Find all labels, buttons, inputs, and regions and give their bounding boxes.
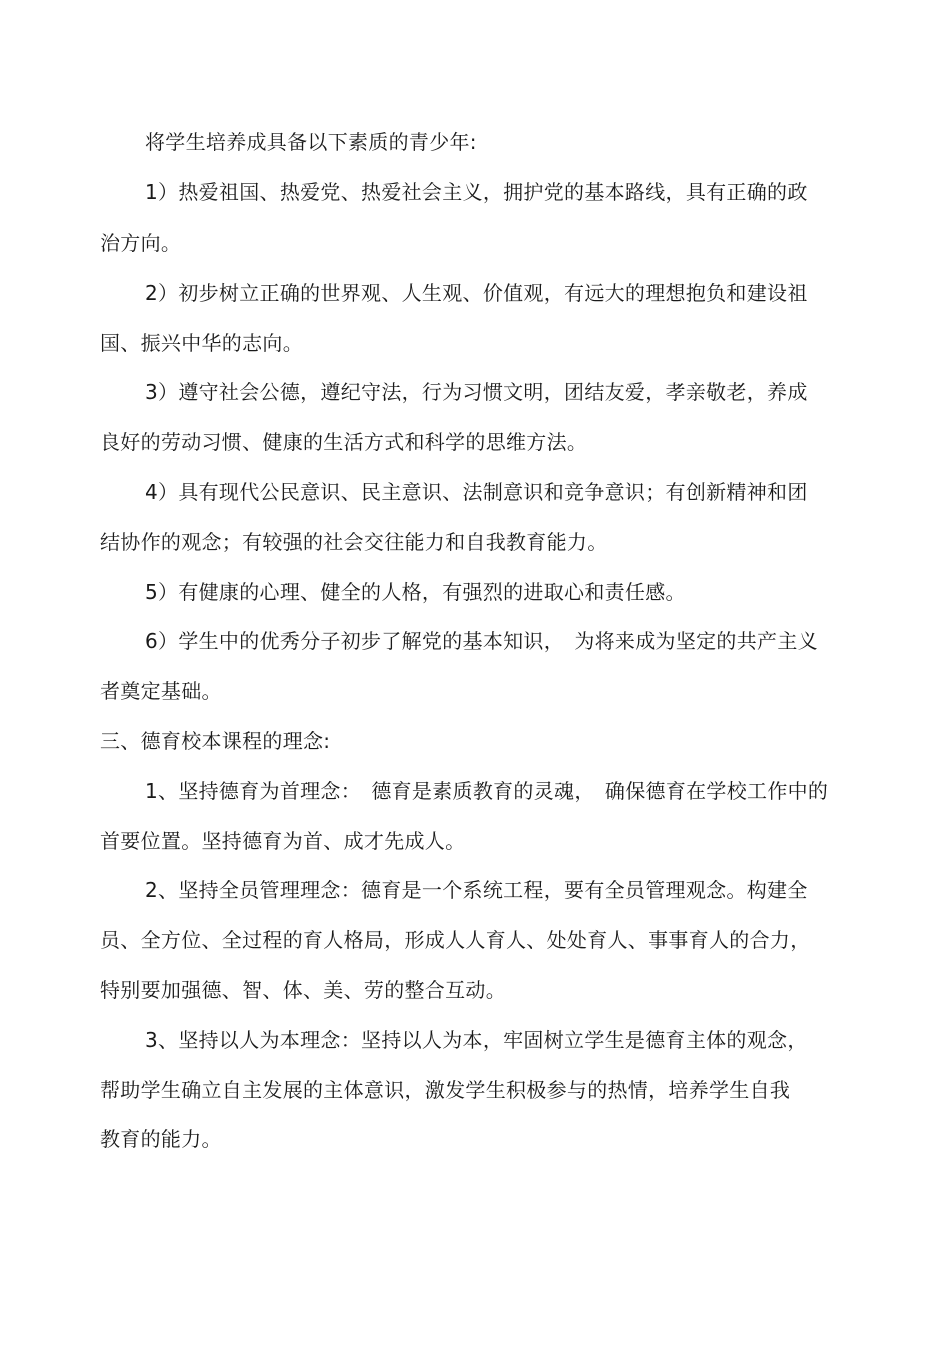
concept-2-line-1: 2、坚持全员管理理念：德育是一个系统工程，要有全员管理观念。构建全: [145, 878, 808, 902]
item-2-line-1: 2）初步树立正确的世界观、人生观、价值观，有远大的理想抱负和建设祖: [145, 281, 808, 305]
item-4-line-1: 4）具有现代公民意识、民主意识、法制意识和竞争意识；有创新精神和团: [145, 480, 808, 504]
item-3-line-2: 良好的劳动习惯、健康的生活方式和科学的思维方法。: [100, 430, 588, 454]
item-1-line-2: 治方向。: [100, 231, 182, 255]
item-2-line-2: 国、振兴中华的志向。: [100, 331, 303, 355]
concept-2-line-2: 员、全方位、全过程的育人格局，形成人人育人、处处育人、事事育人的合力，: [100, 928, 811, 952]
section-heading: 三、德育校本课程的理念:: [100, 729, 331, 753]
concept-3-line-2: 帮助学生确立自主发展的主体意识，激发学生积极参与的热情，培养学生自我: [100, 1078, 791, 1102]
concept-2-line-3: 特别要加强德、智、体、美、劳的整合互动。: [100, 978, 506, 1002]
item-5-line-1: 5）有健康的心理、健全的人格，有强烈的进取心和责任感。: [145, 580, 686, 604]
item-6-line-1: 6）学生中的优秀分子初步了解党的基本知识， 为将来成为坚定的共产主义: [145, 629, 818, 653]
concept-1-line-2: 首要位置。坚持德育为首、成才先成人。: [100, 829, 466, 853]
concept-1-line-1: 1、坚持德育为首理念： 德育是素质教育的灵魂， 确保德育在学校工作中的: [145, 779, 829, 803]
item-3-line-1: 3）遵守社会公德，遵纪守法，行为习惯文明，团结友爱，孝亲敬老，养成: [145, 380, 808, 404]
intro-line: 将学生培养成具备以下素质的青少年:: [145, 130, 477, 154]
item-1-line-1: 1）热爱祖国、热爱党、热爱社会主义，拥护党的基本路线，具有正确的政: [145, 180, 808, 204]
concept-3-line-1: 3、坚持以人为本理念：坚持以人为本，牢固树立学生是德育主体的观念，: [145, 1028, 808, 1052]
item-6-line-2: 者奠定基础。: [100, 679, 222, 703]
item-4-line-2: 结协作的观念；有较强的社会交往能力和自我教育能力。: [100, 530, 608, 554]
concept-3-line-3: 教育的能力。: [100, 1127, 222, 1151]
